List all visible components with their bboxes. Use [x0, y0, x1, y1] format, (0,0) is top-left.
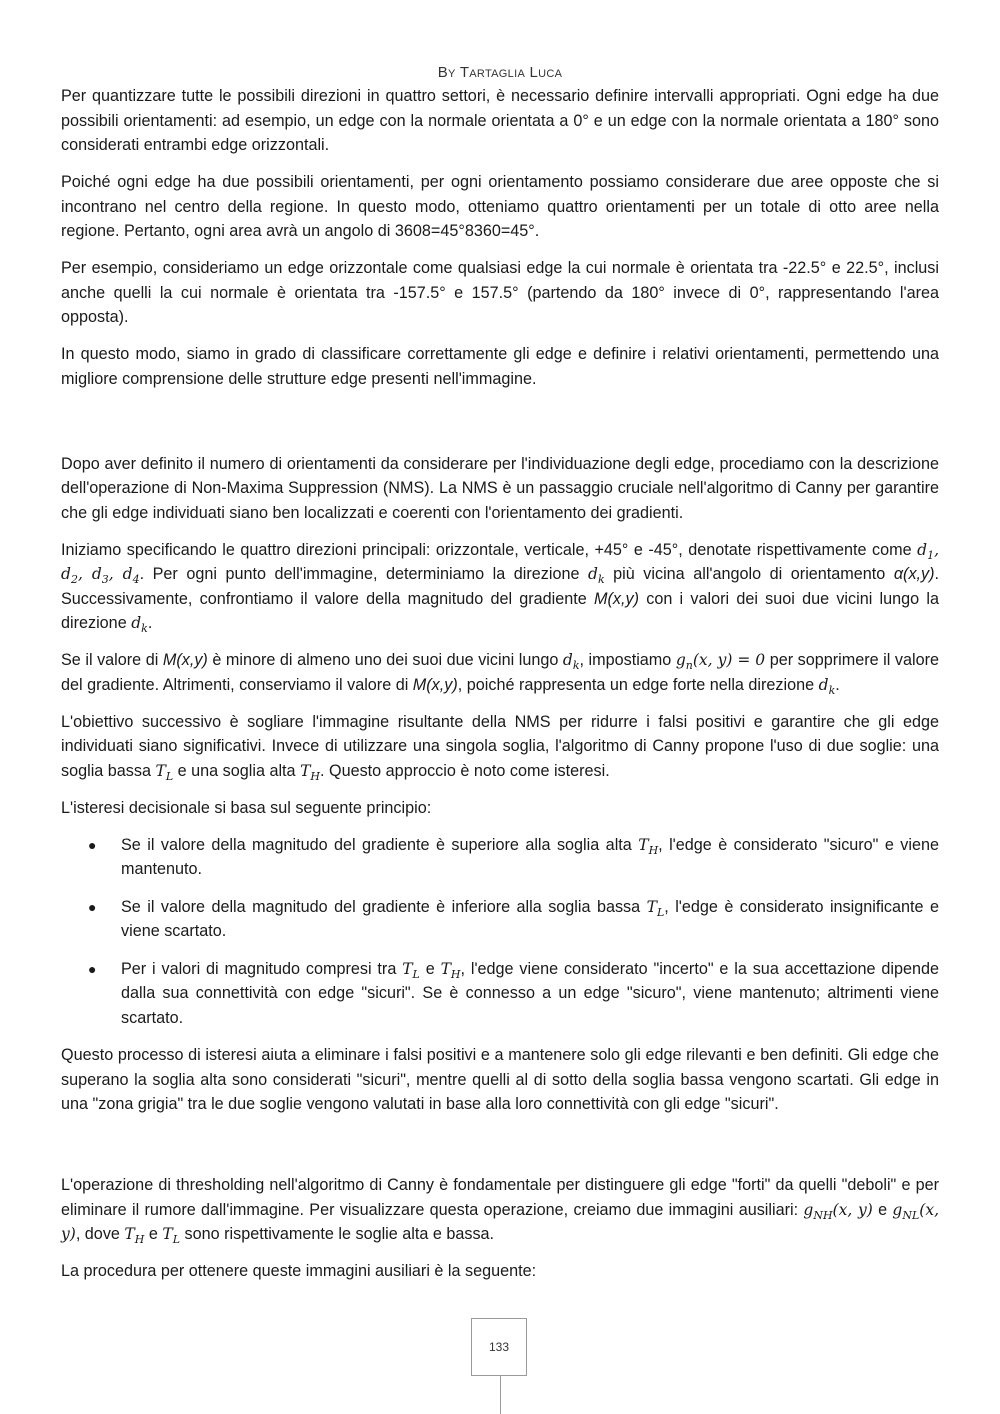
math-tl: $T_L$	[155, 761, 174, 783]
paragraph-hysteresis: L'obiettivo successivo è sogliare l'immagine risultante della NMS per ridurre i falsi positivi e garantire che gli edge individuati siano significativi. Invece di utilizzare una singola soglia, l'algoritmo di Canny propone l'uso di due soglie: una soglia bassa $T_L$ e una soglia alta $T_H$. Questo approccio è noto come isteresi.	[61, 712, 939, 783]
hysteresis-rules-list	[61, 833, 939, 1031]
list-item: ● Se il valore della magnitudo del gradiente è superiore alla soglia alta $T_H$, l'edge è considerato "sicuro" e viene mantenuto.	[61, 833, 939, 882]
math-th: $T_H$	[638, 835, 659, 857]
paragraph-quantization: Per quantizzare tutte le possibili direzioni in quattro settori, è necessario definire intervalli appropriati. Ogni edge ha due possibili orientamenti: ad esempio, un edge con la normale orientata a 0° e un edge con la normale orientata a 180° sono considerati entrambi edge orizzontali.	[61, 87, 939, 154]
math-th: $T_H$	[300, 761, 320, 783]
running-header: By Tartaglia Luca	[437, 64, 563, 81]
math-gnl: $g_{NL}(x$, y)	[61, 1200, 939, 1243]
math-dk: $d_k$	[131, 614, 148, 636]
paragraph-principle: L'isteresi decisionale si basa sul seguente principio:	[61, 798, 432, 817]
math-th: $T_H$	[440, 959, 461, 981]
page-number-connector	[500, 1376, 501, 1414]
math-dk: $d_k$	[562, 651, 580, 673]
math-dk: $d_k$	[588, 565, 605, 587]
math-gnh: $g_{NH}(x$, y)	[803, 1200, 873, 1222]
document-body	[61, 84, 939, 1296]
paragraph-procedure: La procedura per ottenere queste immagini ausiliari è la seguente:	[61, 1262, 537, 1280]
math-th: $T_H$	[124, 1225, 145, 1247]
bullet-icon: ●	[88, 960, 97, 977]
paragraph-thresholding: L'operazione di thresholding nell'algoritmo di Canny è fondamentale per distinguere gli edge "forti" da quelli "deboli" e per eliminare il rumore dall'immagine. Per visualizzare questa operazione, creiamo due immagini ausiliari: $g_{NH}(x$, y) e $g_{NL}(x$, y), dove $T_H$ e $T_L$ sono rispettivamente le soglie alta e bassa.	[61, 1176, 939, 1247]
math-tl: $T_L$	[162, 1225, 181, 1247]
math-magnitude: M(x,y)	[412, 675, 458, 694]
list-item: ● Per i valori di magnitudo compresi tra $T_L$ e $T_H$, l'edge viene considerato "incerto" e la sua accettazione dipende dalla sua connettività con edge "sicuri". Se è connesso a un edge "sicuro", viene mantenuto; altrimenti viene scartato.	[61, 957, 939, 1031]
math-gn-zero: $g_n(x$, y) = 0	[675, 651, 766, 673]
paragraph-classification: In questo modo, siamo in grado di classificare correttamente gli edge e definire i relativi orientamenti, permettendo una migliore comprensione delle strutture edge presenti nell'immagine.	[61, 345, 939, 388]
list-item: ● Se il valore della magnitudo del gradiente è inferiore alla soglia bassa $T_L$, l'edge è considerato insignificante e viene scartato.	[61, 895, 939, 944]
math-magnitude: M(x,y)	[594, 589, 639, 608]
math-tl: $T_L$	[646, 897, 665, 919]
bullet-icon: ●	[88, 898, 97, 915]
bullet-icon: ●	[88, 836, 97, 853]
section-gap	[61, 1129, 939, 1173]
section-gap	[61, 404, 939, 452]
paragraph-suppression: Se il valore di M(x,y) è minore di almeno uno dei suoi due vicini lungo $d_k$, impostiamo $g_n(x$, y) = 0 per sopprimere il valore del gradiente. Altrimenti, conserviamo il valore di M(x,y), poiché rappresenta un edge forte nella direzione $d_k$.	[61, 651, 939, 697]
paragraph-directions: Iniziamo specificando le quattro direzioni principali: orizzontale, verticale, +45° e -45°, denotate rispettivamente come $d_1$, $d_2$, $d_3$, $d_4$. Per ogni punto dell'immagine, determiniamo la direzione $d_k$ più vicina all'angolo di orientamento α(x,y). Successivamente, confrontiamo il valore della magnitudo del gradiente M(x,y) con i valori dei suoi due vicini lungo la direzione $d_k$.	[61, 540, 940, 636]
paragraph-hysteresis-summary: Questo processo di isteresi aiuta a eliminare i falsi positivi e a mantenere solo gli edge rilevanti e ben definiti. Gli edge che superano la soglia alta sono considerati "sicuri", mentre quelli al di sotto della soglia bassa vengono scartati. Gli edge in una "zona grigia" tra le due soglie vengono valutati in base alla loro connettività con gli edge "sicuri".	[61, 1046, 939, 1113]
math-tl: $T_L$	[402, 959, 420, 981]
paragraph-nms-intro: Dopo aver definito il numero di orientamenti da considerare per l'individuazione degli edge, procediamo con la descrizione dell'operazione di Non-Maxima Suppression (NMS). La NMS è un passaggio cruciale nell'algoritmo di Canny per garantire che gli edge individuati siano ben localizzati e coerenti con l'orientamento dei gradienti.	[61, 454, 939, 522]
paragraph-example: Per esempio, consideriamo un edge orizzontale come qualsiasi edge la cui normale è orientata tra -22.5° e 22.5°, inclusi anche quelli la cui normale è orientata tra -157.5° e 157.5° (partendo da 180° invece di 0°, rappresentando l'area opposta).	[61, 259, 939, 326]
math-alpha: α(x,y)	[893, 565, 935, 583]
page-number-box	[471, 1318, 527, 1376]
math-d1-d4: $d_1$, $d_2$, $d_3$, $d_4$	[61, 540, 939, 587]
page-number: 133	[488, 1340, 510, 1354]
math-magnitude: M(x,y)	[162, 651, 208, 669]
math-dk: $d_k$	[818, 675, 836, 697]
paragraph-orientations: Poiché ogni edge ha due possibili orientamenti, per ogni orientamento possiamo considerare due aree opposte che si incontrano nel centro della regione. In questo modo, otteniamo quattro orientamenti per un totale di otto aree nella regione. Pertanto, ogni area avrà un angolo di 3608=45°8360=45°.	[61, 173, 939, 240]
